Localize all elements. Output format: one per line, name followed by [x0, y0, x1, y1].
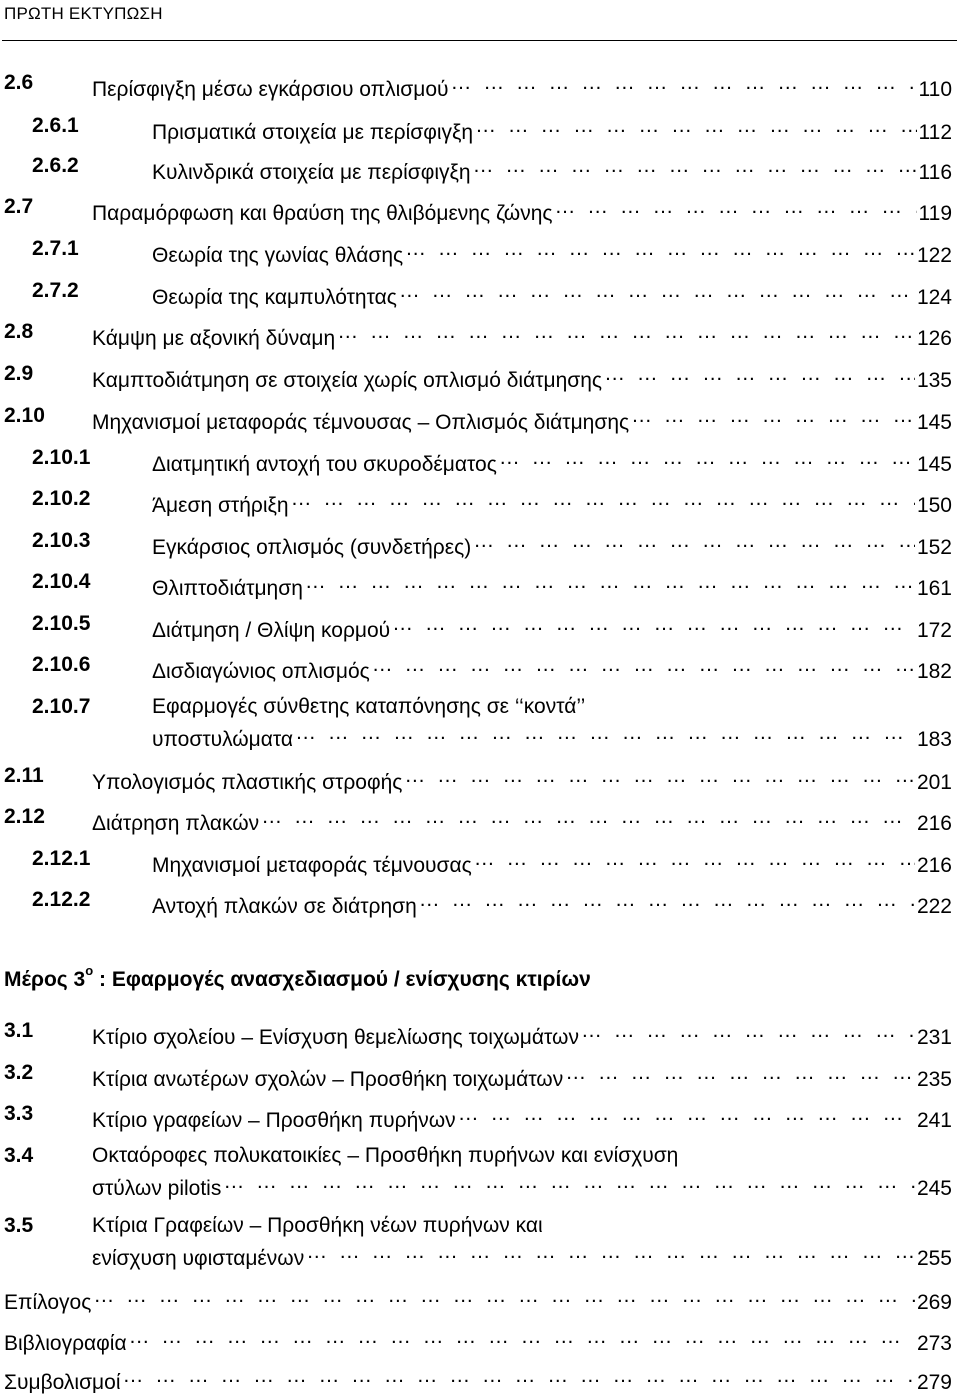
toc-leader: [473, 153, 917, 179]
toc-title: Εφαρμογές σύνθετης καταπόνησης σε ‘‘κοντά’’: [152, 695, 586, 718]
toc-page: 216: [916, 812, 952, 835]
toc-leader: [451, 70, 917, 96]
toc-title: Διάτρηση πλακών: [92, 812, 260, 835]
toc-leader: [129, 1324, 915, 1350]
toc-page: 150: [916, 494, 952, 517]
toc-number: 2.12: [4, 805, 45, 828]
toc-page: 183: [916, 728, 952, 751]
toc-page: 231: [916, 1026, 952, 1049]
toc-leader: [372, 652, 915, 678]
toc-leader: [261, 804, 915, 830]
toc-leader: [306, 1239, 915, 1265]
toc-title: Άμεση στήριξη: [152, 494, 289, 517]
toc-number: 3.4: [4, 1144, 34, 1167]
running-header: ΠΡΩΤΗ ΕΚΤΥΠΩΣΗ: [4, 4, 163, 23]
toc-page: 116: [918, 161, 952, 184]
toc-title: Κάμψη με αξονική δύναμη: [92, 327, 336, 350]
toc-leader: [404, 763, 915, 789]
part-heading-title: : Εφαρμογές ανασχεδιασμού / ενίσχυσης κτιρίων: [93, 968, 591, 991]
toc-title: Αντοχή πλακών σε διάτρηση: [152, 895, 417, 918]
toc-number: 2.7.1: [32, 237, 79, 260]
toc-number: 2.12.2: [32, 888, 91, 911]
toc-number: 3.3: [4, 1102, 34, 1125]
toc-page: 201: [916, 771, 952, 794]
toc-title: Πρισματικά στοιχεία με περίσφιγξη: [152, 121, 474, 144]
toc-title-continued: στύλων pilotis: [92, 1177, 222, 1200]
toc-title: Κτίρια ανωτέρων σχολών – Προσθήκη τοιχωμάτων: [92, 1068, 564, 1091]
toc-title: Μηχανισμοί μεταφοράς τέμνουσας – Οπλισμός διάτμησης: [92, 411, 630, 434]
toc-number: 3.2: [4, 1061, 34, 1084]
toc-leader: [291, 486, 915, 512]
toc-entry[interactable]: [0, 694, 952, 751]
toc-entry[interactable]: [0, 1143, 952, 1200]
toc-title: Κτίρια Γραφείων – Προσθήκη νέων πυρήνων και: [92, 1214, 543, 1237]
toc-leader: [305, 569, 915, 595]
toc-leader: [223, 1169, 915, 1195]
toc-page: 152: [916, 536, 952, 559]
toc-leader: [604, 361, 915, 387]
toc-number: 2.10.4: [32, 570, 91, 593]
part-heading-ordinal: ο: [85, 963, 94, 978]
toc-title: Κτίριο γραφείων – Προσθήκη πυρήνων: [92, 1109, 456, 1132]
toc-title: Υπολογισμός πλαστικής στροφής: [92, 771, 403, 794]
toc-title: Μηχανισμοί μεταφοράς τέμνουσας: [152, 854, 472, 877]
toc-number: 2.6.1: [32, 114, 79, 137]
toc-page: 241: [916, 1109, 952, 1132]
toc-number: 2.10.1: [32, 446, 91, 469]
toc-number: 2.10.7: [32, 695, 91, 718]
toc-page: 145: [916, 411, 952, 434]
toc-leader: [499, 445, 915, 471]
toc-number: 2.11: [4, 764, 44, 787]
toc-title: Θεωρία της καμπυλότητας: [152, 286, 397, 309]
toc-number: 2.6.2: [32, 154, 79, 177]
toc-title: Διάτμηση / Θλίψη κορμού: [152, 619, 391, 642]
toc-number: 2.7: [4, 195, 34, 218]
toc-title: Καμπτοδιάτμηση σε στοιχεία χωρίς οπλισμό διάτμησης: [92, 369, 603, 392]
toc-number: 2.10: [4, 404, 45, 427]
toc-title: Θλιπτοδιάτμηση: [152, 577, 303, 600]
toc-number: 2.6: [4, 71, 34, 94]
toc-page: 172: [916, 619, 952, 642]
toc-title: Εγκάρσιος οπλισμός (συνδετήρες): [152, 536, 472, 559]
toc-number: 3.1: [4, 1019, 34, 1042]
toc-page: 182: [916, 660, 952, 683]
toc-leader: [93, 1283, 915, 1309]
toc-page: 126: [916, 327, 952, 350]
toc-number: 2.10.5: [32, 612, 91, 635]
toc-title: Βιβλιογραφία: [4, 1332, 127, 1355]
toc-title: Δισδιαγώνιος οπλισμός: [152, 660, 370, 683]
toc-title: Θεωρία της γωνίας θλάσης: [152, 244, 404, 267]
toc-page: 145: [916, 453, 952, 476]
toc-number: 2.8: [4, 320, 34, 343]
toc-page: 119: [918, 202, 952, 225]
toc-number: 2.9: [4, 362, 34, 385]
part-heading: [4, 963, 591, 992]
toc-page: 279: [916, 1371, 952, 1394]
toc-leader: [392, 611, 915, 637]
toc-page: 255: [916, 1247, 952, 1270]
toc-leader: [419, 887, 915, 913]
toc-title: Περίσφιγξη μέσω εγκάρσιου οπλισμού: [92, 78, 449, 101]
toc-entry[interactable]: [0, 1213, 952, 1270]
toc-leader: [581, 1018, 915, 1044]
toc-number: 2.12.1: [32, 847, 91, 870]
toc-title: Κτίριο σχολείου – Ενίσχυση θεμελίωσης τοιχωμάτων: [92, 1026, 579, 1049]
toc-page: 216: [916, 854, 952, 877]
toc-page: 235: [916, 1068, 952, 1091]
toc-leader: [123, 1363, 915, 1389]
toc-number: 3.5: [4, 1214, 34, 1237]
toc-title: Οκταόροφες πολυκατοικίες – Προσθήκη πυρήνων και ενίσχυση: [92, 1144, 679, 1167]
toc-title: Κυλινδρικά στοιχεία με περίσφιγξη: [152, 161, 471, 184]
toc-page: 269: [916, 1291, 952, 1314]
toc-leader: [295, 720, 915, 746]
toc-leader: [399, 278, 915, 304]
toc-title: Επίλογος: [4, 1291, 92, 1314]
toc-leader: [474, 846, 915, 872]
toc-page: 122: [916, 244, 952, 267]
toc-title-continued: υποστυλώματα: [152, 728, 294, 751]
toc-page: 110: [918, 78, 952, 101]
toc-title: Συμβολισμοί: [4, 1371, 121, 1394]
part-heading-prefix: Μέρος 3: [4, 968, 86, 991]
toc-page: 245: [916, 1177, 952, 1200]
toc-number: 2.10.2: [32, 487, 91, 510]
toc-page: 161: [916, 577, 952, 600]
toc-leader: [458, 1101, 915, 1127]
toc-leader: [565, 1060, 915, 1086]
toc-number: 2.7.2: [32, 279, 79, 302]
toc-page: 135: [916, 369, 952, 392]
toc-title: Παραμόρφωση και θραύση της θλιβόμενης ζώνης: [92, 202, 553, 225]
toc-page: 273: [916, 1332, 952, 1355]
toc-leader: [473, 528, 915, 554]
toc-leader: [405, 236, 915, 262]
toc-leader: [555, 194, 917, 220]
toc-title: Διατμητική αντοχή του σκυροδέματος: [152, 453, 497, 476]
toc-leader: [337, 319, 915, 345]
toc-leader: [475, 113, 916, 139]
toc-leader: [631, 403, 915, 429]
toc-page: 124: [916, 286, 952, 309]
toc-number: 2.10.6: [32, 653, 91, 676]
toc-page: 112: [918, 121, 952, 144]
header-rule: [2, 40, 957, 41]
toc-title-continued: ενίσχυση υφισταμένων: [92, 1247, 305, 1270]
toc-number: 2.10.3: [32, 529, 91, 552]
toc-page: 222: [916, 895, 952, 918]
